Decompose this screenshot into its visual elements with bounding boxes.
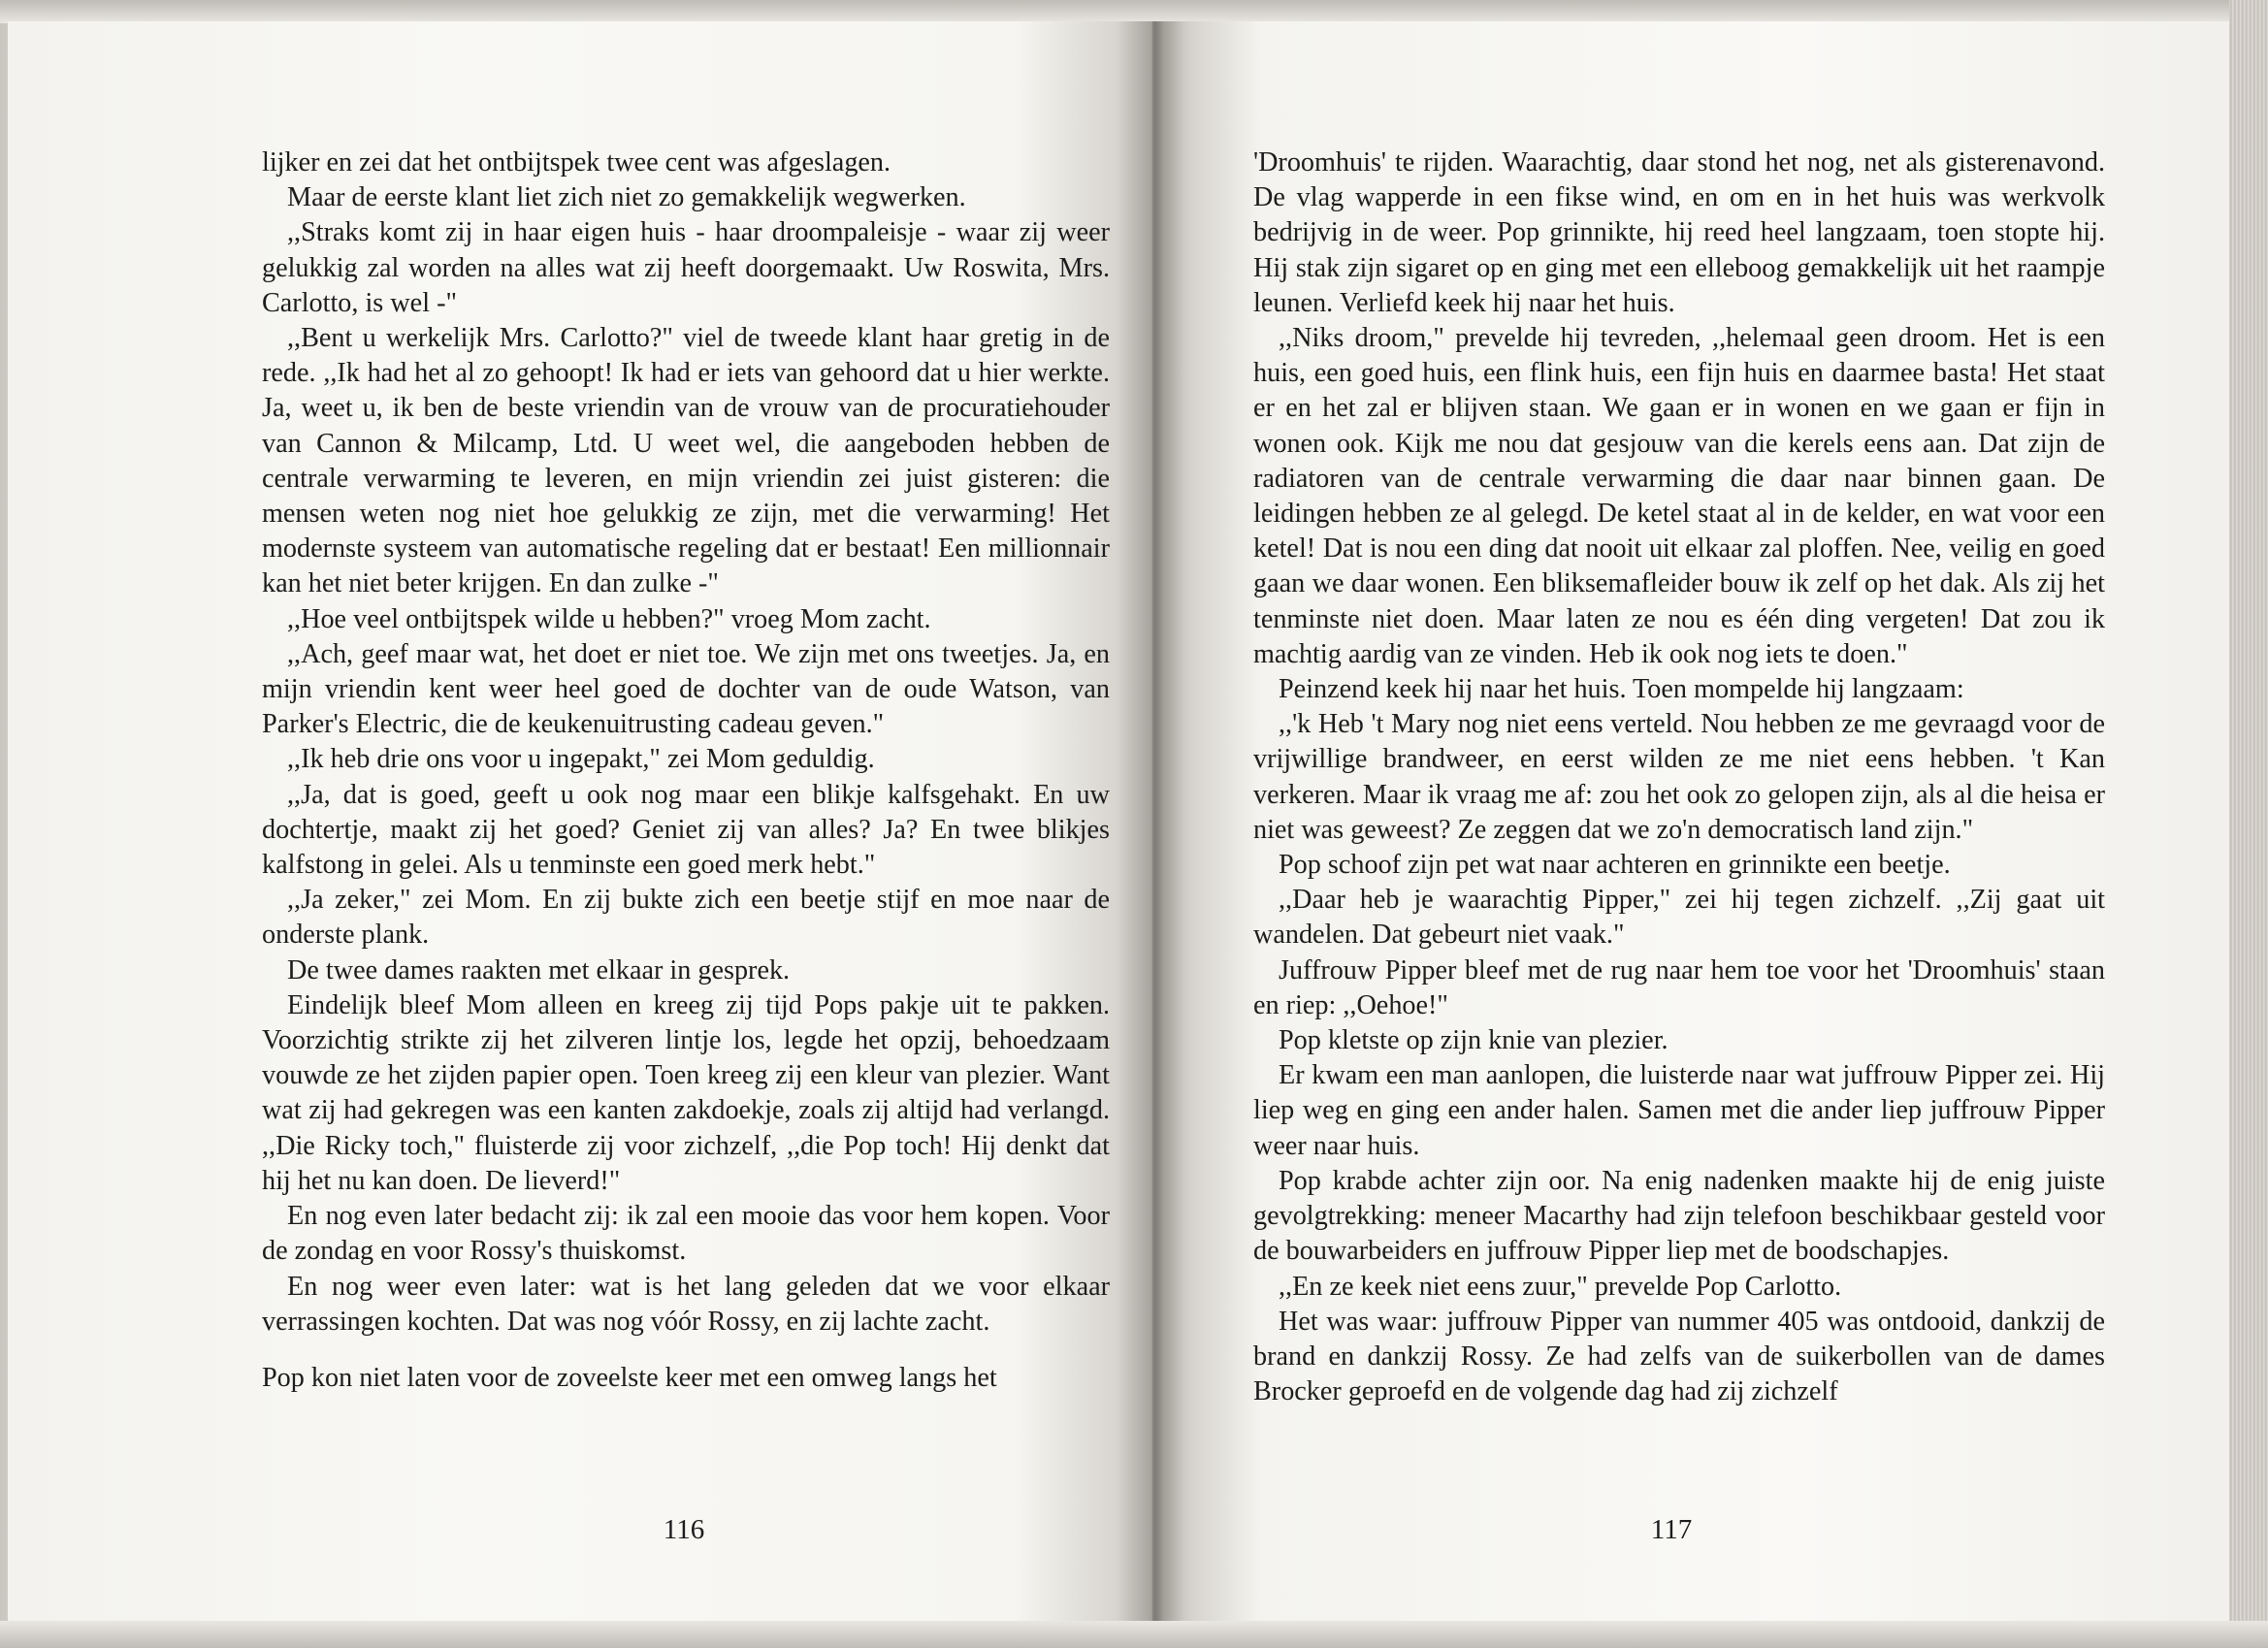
- paragraph: ,,Ja zeker," zei Mom. En zij bukte zich een beetje stijf en moe naar de onderste plank.: [262, 885, 1110, 951]
- paragraph: ,,Straks komt zij in haar eigen huis - haar droompaleisje - waar zij weer gelukkig zal worden na alles wat zij heeft doorgemaakt. Uw Roswita, Mrs. Carlotto, is wel -": [262, 217, 1110, 318]
- paragraph: ,,Hoe veel ontbijtspek wilde u hebben?" vroeg Mom zacht.: [287, 603, 931, 634]
- paragraph: ,,Ach, geef maar wat, het doet er niet toe. We zijn met ons tweetjes. Ja, en mijn vriendin kent weer heel goed de dochter van de oude Watson, van Parker's Electric, die de keukenuitrusting cadeau geven.": [262, 638, 1110, 740]
- book-spine-shadow: [1116, 21, 1193, 1625]
- paragraph: Eindelijk bleef Mom alleen en kreeg zij tijd Pops pakje uit te pakken. Voorzichtig strikte zij het zilveren lintje los, legde het opzij, behoedzaam vouwde ze het zijden papier open. Toen kreeg zij een kleur van plezier. Want wat zij had gekregen was een kanten zakdoekje, zoals zij altijd had verlangd. ,,Die Ricky toch," fluisterde zij voor zichzelf, ,,die Pop toch! Hij denkt dat hij het nu kan doen. De lieverd!": [262, 989, 1110, 1196]
- paragraph: De twee dames raakten met elkaar in gesprek.: [287, 954, 791, 986]
- left-page-text: [262, 145, 1110, 1396]
- paragraph: ,,Ja, dat is goed, geeft u ook nog maar een blikje kalfsgehakt. En uw dochtertje, maakt zij het goed? Geniet zij van alles? Ja? En twee blikjes kalfstong in gelei. Als u tenminste een goed merk hebt.": [262, 779, 1110, 881]
- paragraph: lijker en zei dat het ontbijtspek twee cent was afgeslagen.: [262, 147, 891, 178]
- paragraph: ,,En ze keek niet eens zuur," prevelde Pop Carlotto.: [1279, 1271, 1842, 1302]
- page-number-left: 116: [663, 1514, 705, 1545]
- paragraph: Pop schoof zijn pet wat naar achteren en grinnikte een beetje.: [1279, 850, 1951, 881]
- paragraph: Peinzend keek hij naar het huis. Toen mompelde hij langzaam:: [1279, 674, 1964, 705]
- paragraph: ,,'k Heb 't Mary nog niet eens verteld. Nou hebben ze me gevraagd voor de vrijwillige brandweer, en eerst wilden ze me niet eens hebben. 't Kan verkeren. Maar ik vraag me af: zou het ook zo gelopen zijn, als al die heisa er niet was geweest? Ze zeggen dat we zo'n democratisch land zijn.": [1253, 709, 2105, 845]
- paragraph: Het was waar: juffrouw Pipper van nummer 405 was ontdooid, dankzij de brand en dankzij Rossy. Ze had zelfs van de suikerbollen van de dames Brocker geproefd en de volgende dag had zij zichzelf: [1253, 1306, 2105, 1407]
- paragraph: Maar de eerste klant liet zich niet zo gemakkelijk wegwerken.: [287, 182, 966, 213]
- paragraph: Juffrouw Pipper bleef met de rug naar hem toe voor het 'Droomhuis' staan en riep: ,,Oehoe!": [1253, 954, 2105, 1020]
- paragraph: ,,Daar heb je waarachtig Pipper," zei hij tegen zichzelf. ,,Zij gaat uit wandelen. Dat gebeurt niet vaak.": [1253, 885, 2105, 951]
- paragraph: Pop kon niet laten voor de zoveelste keer met een omweg langs het: [262, 1362, 997, 1393]
- paragraph: En nog weer even later: wat is het lang geleden dat we voor elkaar verrassingen kochten. Dat was nog vóór Rossy, en zij lachte zacht.: [262, 1271, 1110, 1337]
- page-number-right: 117: [1650, 1514, 1693, 1545]
- paragraph: ,,Niks droom," prevelde hij tevreden, ,,helemaal geen droom. Het is een huis, een goed huis, een flink huis, een fijn huis en daarmee basta! Het staat er en het zal er blijven staan. We gaan er in wonen en we gaan er fijn in wonen ook. Kijk me nou dat gesjouw van die kerels eens aan. Dat zijn de radiatoren van de centrale verwarming die daar naar binnen gaan. De leidingen hebben ze al gelegd. De ketel staat al in de kelder, en wat voor een ketel! Dat is nou een ding dat nooit uit elkaar zal ploffen. Nee, veilig en goed gaan we daar wonen. Een bliksemafleider bouw ik zelf op het dak. Als zij het tenminste niet doen. Maar laten ze nou es één ding vergeten! Dat zou ik machtig aardig van ze vinden. Heb ik ook nog iets te doen.": [1253, 323, 2105, 669]
- paragraph: ,,Ik heb drie ons voor u ingepakt," zei Mom geduldig.: [287, 744, 875, 775]
- paragraph: Pop kletste op zijn knie van plezier.: [1279, 1025, 1669, 1056]
- book-bottom-edge: [0, 1621, 2268, 1648]
- paragraph: 'Droomhuis' te rijden. Waarachtig, daar stond het nog, net als gisterenavond. De vlag wapperde in een fikse wind, en om en in het huis was werkvolk bedrijvig in de weer. Pop grinnikte, hij reed heel langzaam, toen stopte hij. Hij stak zijn sigaret op en ging met een elleboog gemakkelijk uit het raampje leunen. Verliefd keek hij naar het huis.: [1253, 147, 2105, 318]
- paragraph: ,,Bent u werkelijk Mrs. Carlotto?" viel de tweede klant haar gretig in de rede. ,,Ik had het al zo gehoopt! Ik had er iets van gehoord dat u hier werkte. Ja, weet u, ik ben de beste vriendin van de vrouw van de procuratiehouder van Cannon & Milcamp, Ltd. U weet wel, die aangeboden hebben de centrale verwarming te leveren, en mijn vriendin zei juist gisteren: die mensen weten nog niet hoe gelukkig ze zijn, met die verwarming! Het modernste systeem van automatische regeling dat er bestaat! Een millionnair kan het niet beter krijgen. En dan zulke -": [262, 323, 1110, 599]
- page-stack-edge: [2229, 0, 2268, 1648]
- paragraph: Pop krabde achter zijn oor. Na enig nadenken maakte hij de enig juiste gevolgtrekking: meneer Macarthy had zijn telefoon beschikbaar gesteld voor de bouwarbeiders en juffrouw Pipper liep met de boodschapjes.: [1253, 1165, 2105, 1267]
- paragraph: Er kwam een man aanlopen, die luisterde naar wat juffrouw Pipper zei. Hij liep weg en ging een ander halen. Samen met die ander liep juffrouw Pipper weer naar huis.: [1253, 1060, 2105, 1161]
- right-page-text: [1253, 145, 2105, 1409]
- paragraph: En nog even later bedacht zij: ik zal een mooie das voor hem kopen. Voor de zondag en voor Rossy's thuiskomst.: [262, 1201, 1110, 1267]
- book-top-edge: [0, 0, 2268, 23]
